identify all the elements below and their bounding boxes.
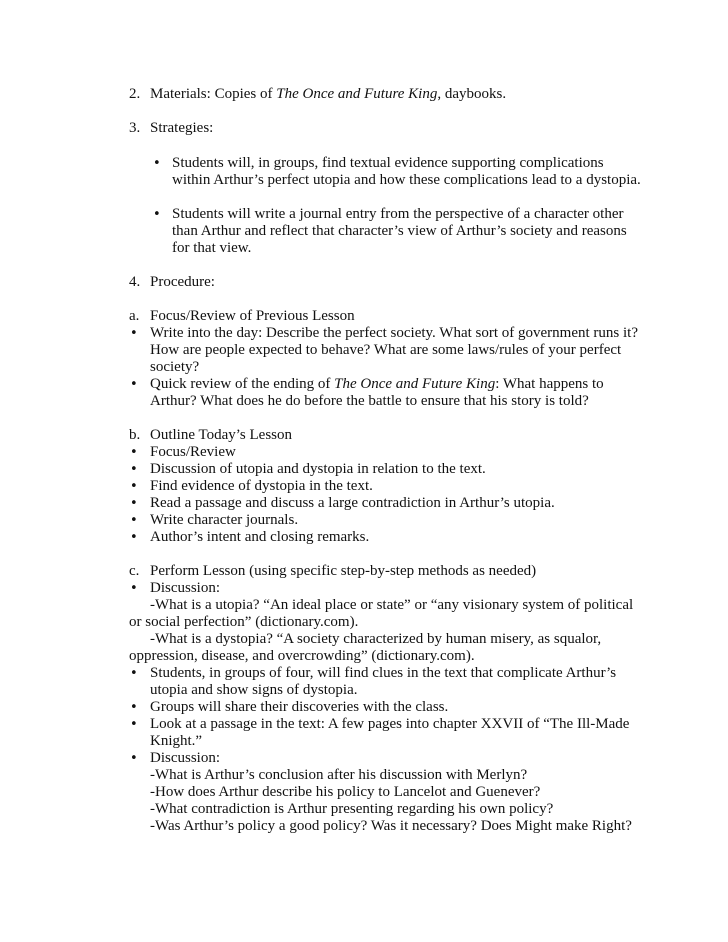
- utopia-question-line-2: or social perfection” (dictionary.com).: [129, 614, 359, 630]
- passage-line-2: Knight.”: [150, 733, 203, 749]
- materials-prefix: Materials: Copies of: [150, 86, 277, 102]
- section-a-b1-line-1: Write into the day: Describe the perfect society. What sort of government runs it?: [150, 325, 638, 341]
- groups-line-1: Students, in groups of four, will find clues in the text that complicate Arthur’s: [150, 665, 617, 681]
- discussion-question: -How does Arthur describe his policy to Lancelot and Guenever?: [150, 784, 541, 800]
- outline-item: Read a passage and discuss a large contradiction in Arthur’s utopia.: [150, 495, 555, 511]
- section-b-letter: b.: [129, 427, 141, 443]
- strategy-bullet-2: •: [153, 207, 161, 222]
- strategy-2-line-3: for that view.: [172, 240, 252, 256]
- share-bullet: •: [130, 700, 138, 715]
- section-a-b2-line-1: [150, 376, 604, 394]
- strategy-1-line-2: within Arthur’s perfect utopia and how these complications lead to a dystopia.: [172, 172, 641, 188]
- discussion-question: -What contradiction is Arthur presenting regarding his own policy?: [150, 801, 554, 817]
- materials-book-title: The Once and Future King: [276, 86, 438, 102]
- passage-line-1: Look at a passage in the text: A few pages into chapter XXVII of “The Ill-Made: [150, 716, 630, 732]
- discussion-2-bullet: •: [130, 751, 138, 766]
- materials-line: [150, 86, 506, 104]
- materials-number: 2.: [129, 86, 141, 102]
- outline-item: Find evidence of dystopia in the text.: [150, 478, 373, 494]
- share-line: Groups will share their discoveries with the class.: [150, 699, 449, 715]
- outline-bullet: •: [130, 530, 138, 545]
- section-a-bullet-2: •: [130, 377, 138, 392]
- procedure-number: 4.: [129, 274, 141, 290]
- utopia-question-line-1: -What is a utopia? “An ideal place or state” or “any visionary system of political: [150, 597, 634, 613]
- section-c-heading: Perform Lesson (using specific step-by-step methods as needed): [150, 563, 537, 579]
- outline-item: Discussion of utopia and dystopia in relation to the text.: [150, 461, 486, 477]
- strategy-bullet-1: •: [153, 156, 161, 171]
- materials-suffix: , daybooks.: [437, 86, 507, 102]
- discussion-1-label: Discussion:: [150, 580, 221, 596]
- dystopia-question-line-2: oppression, disease, and overcrowding” (dictionary.com).: [129, 648, 475, 664]
- groups-bullet: •: [130, 666, 138, 681]
- discussion-1-bullet: •: [130, 581, 138, 596]
- outline-item: Write character journals.: [150, 512, 299, 528]
- section-a-b2-book-title: The Once and Future King: [334, 376, 496, 392]
- outline-bullet: •: [130, 496, 138, 511]
- strategies-heading: Strategies:: [150, 120, 214, 136]
- outline-bullet: •: [130, 513, 138, 528]
- outline-item: Focus/Review: [150, 444, 236, 460]
- groups-line-2: utopia and show signs of dystopia.: [150, 682, 358, 698]
- discussion-question: -What is Arthur’s conclusion after his discussion with Merlyn?: [150, 767, 528, 783]
- strategies-number: 3.: [129, 120, 141, 136]
- discussion-2-label: Discussion:: [150, 750, 221, 766]
- discussion-question: -Was Arthur’s policy a good policy? Was it necessary? Does Might make Right?: [150, 818, 632, 834]
- strategy-2-line-1: Students will write a journal entry from the perspective of a character other: [172, 206, 624, 222]
- section-a-heading: Focus/Review of Previous Lesson: [150, 308, 355, 324]
- outline-bullet: •: [130, 462, 138, 477]
- section-a-b2-suffix: : What happens to: [495, 376, 604, 392]
- section-a-bullet-1: •: [130, 326, 138, 341]
- section-a-b1-line-2: How are people expected to behave? What are some laws/rules of your perfect: [150, 342, 622, 358]
- strategy-1-line-1: Students will, in groups, find textual evidence supporting complications: [172, 155, 604, 171]
- section-a-letter: a.: [129, 308, 140, 324]
- section-c-letter: c.: [129, 563, 140, 579]
- outline-item: Author’s intent and closing remarks.: [150, 529, 370, 545]
- procedure-heading: Procedure:: [150, 274, 215, 290]
- strategy-2-line-2: than Arthur and reflect that character’s view of Arthur’s society and reasons: [172, 223, 627, 239]
- passage-bullet: •: [130, 717, 138, 732]
- section-a-b1-line-3: society?: [150, 359, 200, 375]
- section-a-b2-line-2: Arthur? What does he do before the battle to ensure that his story is told?: [150, 393, 589, 409]
- outline-bullet: •: [130, 479, 138, 494]
- dystopia-question-line-1: -What is a dystopia? “A society characterized by human misery, as squalor,: [150, 631, 602, 647]
- section-a-b2-prefix: Quick review of the ending of: [150, 376, 335, 392]
- outline-bullet: •: [130, 445, 138, 460]
- section-b-heading: Outline Today’s Lesson: [150, 427, 292, 443]
